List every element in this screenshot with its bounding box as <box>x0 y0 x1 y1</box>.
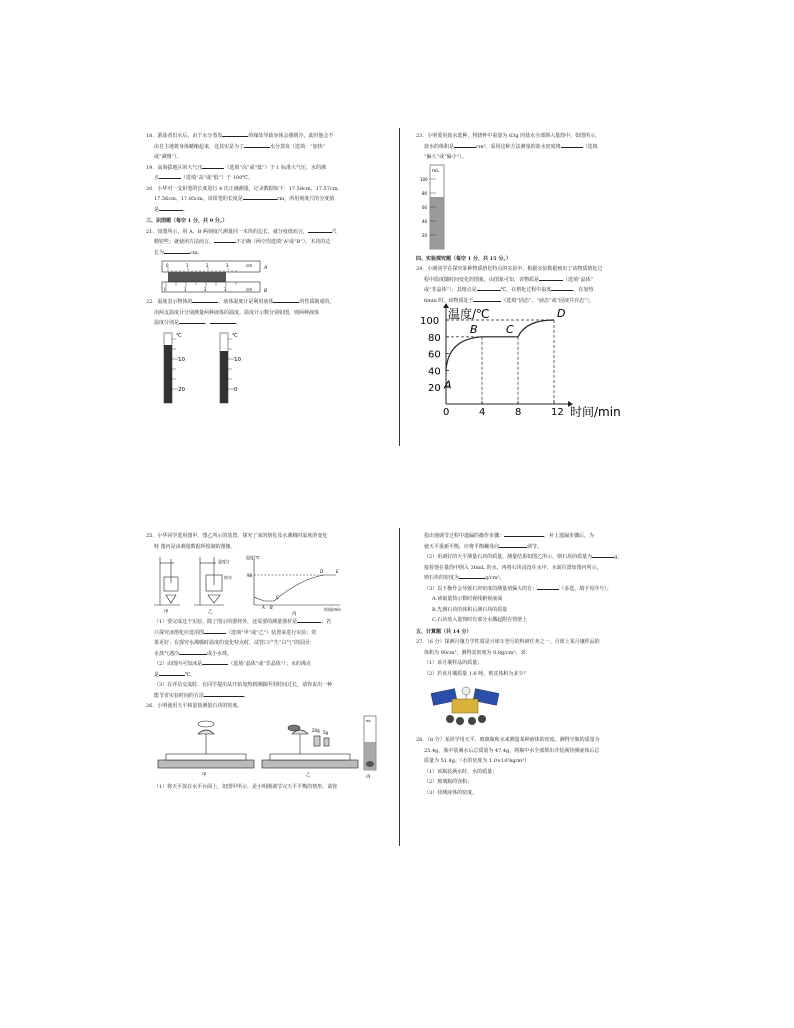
q28-line3: 质量为 51.8g。（水的密度为 1.0×10³kg/m³） <box>424 758 530 764</box>
x-tick-label: 0 <box>443 407 450 418</box>
y-tick-label: 20 <box>428 383 441 395</box>
x-tick-label: 12 <box>551 407 564 418</box>
section-5-heading: 五、计算题（共 14 分） <box>416 628 472 635</box>
label-yi: 乙 <box>208 610 213 615</box>
rulerA-tick-3: 3 <box>226 263 229 268</box>
q27-line3: （1）该月壤样品的质量； <box>424 660 483 666</box>
cyl1-20: 20 <box>422 232 428 238</box>
q25-part2: （2）由图丙可知冰是 （选填“晶体”或“非晶体”）；水的沸点 <box>154 661 311 667</box>
rulerB-tick-0: 0 <box>164 287 167 292</box>
q26-figure <box>150 714 382 780</box>
cyl1-80: 80 <box>422 190 428 196</box>
melting-chart <box>418 307 621 420</box>
thermo1-label-10: 10 <box>178 356 185 363</box>
q26-part3: （3）以下操作会导致石块密度的测量值偏大的有： （多选，填字母序号）。 <box>424 585 612 592</box>
q25-part1-l4: 水蒸气遇冷 成小水珠。 <box>154 650 233 657</box>
rulerB-tick-1: 1 <box>184 287 187 292</box>
apparatus-yi <box>194 557 224 605</box>
q26-part1-l3: 使天平重新平衡，应将平衡螺母向 调节。 <box>424 543 543 550</box>
q26-part2: （2）用调好的天平测量石块的质量，测量结果如图乙所示，则石块的质量为 g， <box>424 554 623 560</box>
q26-part1: （1）将天平放在水平台面上，如图甲所示，是小明刚调节完天平平衡的情形。请你 <box>154 783 338 790</box>
q26-optA: A.读取量筒示数时视线俯视液面 <box>432 596 503 602</box>
y-axis-label: 温度/℃ <box>448 307 490 321</box>
q22-line3: 温度分别是 ， 。 <box>154 320 242 326</box>
rulerA-tag: A <box>264 266 268 271</box>
q19-line2: 点 （选填“高”或“低”）于 100℃。 <box>154 175 253 181</box>
q25-part1-l2: 只探究冰熔化应选用图 （选填“甲”或“乙”）装置来进行实验；效 <box>154 629 317 636</box>
q27-line2: 体积为 90cm³，测得其密度为 0.8g/cm³。求： <box>424 649 531 656</box>
q23-line3: “偏大”或“偏小”）。 <box>424 154 467 160</box>
x-axis-label: 时间/min <box>570 405 621 419</box>
thermo1-label-20: 20 <box>178 386 185 393</box>
q28-line5: （2）玻璃瓶的容积； <box>424 779 473 785</box>
q26-label-bing: 丙 <box>366 774 371 780</box>
q20: 20．小华对一支铅笔的长度进行 4 次正确测量，记录数据如下：17.58cm、17.57cm、 <box>146 185 343 192</box>
top-column-separator <box>399 128 400 446</box>
q26-part1-l2: 指出他调节过程中遗漏的操作步骤： ，补上遗漏步骤后，为 <box>424 533 595 539</box>
y-tick-label: 80 <box>428 332 441 344</box>
graph-point-B: B <box>270 605 273 610</box>
q18-line2: 由自主地将身体蜷缩起来，这其实是为了 水分蒸发（选填：“加快” <box>154 143 326 150</box>
graph-bing-98: 98 <box>247 573 253 578</box>
q25-part2-l2: 是 ℃。 <box>154 671 196 678</box>
q26-part2-l2: 接着他在量筒中倒入 30mL 的水，再将石块浸没在水中，水面位置如图丙所示， <box>424 564 602 571</box>
q26-label-jia: 甲 <box>202 772 207 778</box>
apparatus-jia <box>154 557 180 605</box>
q28: 28．（8 分）某同学用天平、玻璃瓶和水来测量某种液体的密度。测得空瓶的质量为 <box>416 737 600 743</box>
point-label-A: A <box>444 378 452 392</box>
rulerB-tick-3: 3 <box>224 287 227 292</box>
label-bing: 丙 <box>292 612 297 617</box>
point-label-C: C <box>506 322 514 336</box>
q23: 23．小明要用盐水选种，将烧杯中重量为 63g 的盐水全部倒入量筒中，如图所示， <box>416 133 601 139</box>
q25-figure <box>150 553 380 615</box>
q21-line2: 精密些；就使用方法而言， 不正确（两空均选填“A”或“B”）。木块的边 <box>154 239 331 245</box>
cyl1-100: 100 <box>420 176 428 182</box>
q26-part2-l3: 则石块的密度为 g/cm³。 <box>424 575 505 581</box>
q26-optC: C.石块放入量筒时有部分水溅起附在筒壁上 <box>432 617 528 623</box>
thermo1-unit: ℃ <box>176 332 182 339</box>
q25-part3-l2: 能节省实验时间的方法 。 <box>154 692 250 699</box>
weight-5g: 5g <box>323 729 329 735</box>
thermo2-unit: ℃ <box>232 332 238 339</box>
thermometers <box>152 331 386 405</box>
wood-block <box>168 272 226 282</box>
rulerA-tick-2: 2 <box>206 263 209 268</box>
section-3-heading: 三、识图题（每空 1 分，共 9 分。） <box>146 218 228 224</box>
y-tick-label: 40 <box>428 366 441 378</box>
label-hot-water: 热水 <box>224 575 232 580</box>
q26-optB: B.先测石块的体积后测石块的质量 <box>432 606 508 613</box>
q20-line3: 是 。 <box>154 206 189 213</box>
q25-part1-l3: 果更好；在探究水沸腾时温度的变化特点时，试管口产生“白气”的原因： <box>154 640 315 646</box>
rulerA-tick-1: 1 <box>186 263 189 268</box>
q25: 25．小华同学选用图甲、图乙所示的装置，探究了冰的熔化及水沸腾时温度的变化 <box>146 533 328 539</box>
q28-line4: （1）该瓶装满水时，水的质量； <box>424 768 498 775</box>
thermometer-yi <box>208 331 250 405</box>
q25-line2: 特 图丙是由测量数据所绘制的图像。 <box>154 543 236 550</box>
q26-label-yi: 乙 <box>306 772 311 778</box>
bottom-column-separator <box>399 528 400 846</box>
q24-line3: 或“非晶体”），其熔点是 ℃，在熔化过程中温度 ，在加热 <box>424 287 594 293</box>
q24: 24．小刚同学在探究某种物质熔化特点的实验中，根据实验数据画出了该物质熔化过 <box>416 266 603 272</box>
ruler-figure <box>162 259 268 295</box>
q28-line6: （3）待测液体的密度。 <box>424 789 478 796</box>
q19: 19．高海拔地区的大气压 （选填“高”或“低”）于 1 标准大气压，水的沸 <box>146 164 326 171</box>
q22: 22．温度表示物体的 ，液体温度计是利用液体 的性质制成的。 <box>146 299 335 305</box>
rulerB-unit: cm <box>246 287 253 292</box>
q20-line2: 17.56cm、17.85cm，该铅笔的长度是 cm，所用刻度尺的分度值 <box>154 196 335 202</box>
balance-jia <box>158 721 254 768</box>
section-4-heading: 四、实验探究题（每空 1 分，共 15 分。） <box>416 255 511 262</box>
bottom-right-page <box>416 531 656 798</box>
graph-bing-xlabel: 时间/min <box>324 607 341 612</box>
q21: 21．如图所示，用 A、B 两刻度尺测量同一木块的边长，就分度值而言， 尺 <box>146 228 337 235</box>
q22-line2: 用两支温度计分别测量两种液体的温度。温度计示数分别如图，则两种液体 <box>154 309 320 316</box>
weight-20g: 20g <box>312 727 320 733</box>
q18-line3: 或“减慢”）。 <box>154 154 182 160</box>
q28-line2: 25.4g，瓶中装满水后总质量为 47.4g，将瓶中水全部倒出并装满待测液体后总 <box>424 747 600 754</box>
rulerB-tick-2: 2 <box>204 287 207 292</box>
balance-yi <box>262 725 358 768</box>
graph-point-D: D <box>320 569 324 574</box>
label-thermometer: 温度计 <box>218 559 230 564</box>
q26: 26．小明使用天平和量筒测量石块的密度。 <box>146 703 243 709</box>
cyl2-unit: mL <box>366 718 372 723</box>
graph-point-C: C <box>276 595 279 600</box>
graduated-cylinder-1 <box>420 163 460 253</box>
rulerA-tick-0: 0 <box>166 263 169 268</box>
x-tick-label: 8 <box>515 407 522 418</box>
top-right-page <box>416 131 656 420</box>
rulerB-tag: B <box>264 289 268 294</box>
rulers-svg <box>162 259 272 297</box>
point-label-B: B <box>470 322 478 336</box>
q21-line3: 长为 cm。 <box>154 249 203 256</box>
q24-line2: 程中温度随时间变化的图象，由图象可知，该物质是 （选填“晶体” <box>424 276 594 283</box>
graph-point-E: E <box>336 569 339 574</box>
series-line <box>446 320 554 370</box>
q24-line4: 6min 时，该物质处于 （选填“固态”、“液态”或“固液共存态”）。 <box>424 297 595 304</box>
q18: 18．游泳者出水后，由于水分蒸发 的缘故导致身体会感到冷，此时他会不 <box>146 133 334 139</box>
label-jia: 甲 <box>164 610 169 615</box>
cyl1-60: 60 <box>422 204 428 210</box>
rulerA-unit: cm <box>246 263 253 268</box>
top-left-page <box>146 131 386 405</box>
thermometer-jia <box>152 331 194 405</box>
q27-line4: （2）若该月壤质量 1.6 吨，则其体积为多少？ <box>424 670 529 677</box>
q23-line2: 盐水的体积是 cm³，采用这种方法测量的盐水密度将 （选填 <box>424 143 598 150</box>
thermo2-label-10: 10 <box>234 356 241 363</box>
q27: 27．（6 分）探测月壤力学性质是月球车登月的科研任务之一。月球上某月壤样品的 <box>416 639 600 645</box>
y-tick-label: 100 <box>420 316 440 327</box>
cyl1-unit: mL <box>432 168 439 174</box>
point-label-D: D <box>557 307 566 320</box>
y-tick-label: 60 <box>428 349 441 361</box>
q25-part1: （1）要完成这个实验，除了图示的器材外，还需要的测量器材是 ；若 <box>154 619 332 625</box>
bottom-left-page <box>146 531 386 792</box>
graph-point-A: A <box>262 605 265 610</box>
x-tick-label: 4 <box>479 407 486 418</box>
thermo2-label-0: 0 <box>234 386 238 393</box>
graph-bing <box>254 559 340 605</box>
graph-bing-ylabel: 温度/℃ <box>246 555 260 560</box>
q25-part3: （3）在评估交流时，有同学提出从开始加热到沸腾所用时间过长，请你说出一种 <box>154 682 333 688</box>
lunar-rover-image <box>430 683 500 731</box>
cyl1-40: 40 <box>422 218 428 224</box>
